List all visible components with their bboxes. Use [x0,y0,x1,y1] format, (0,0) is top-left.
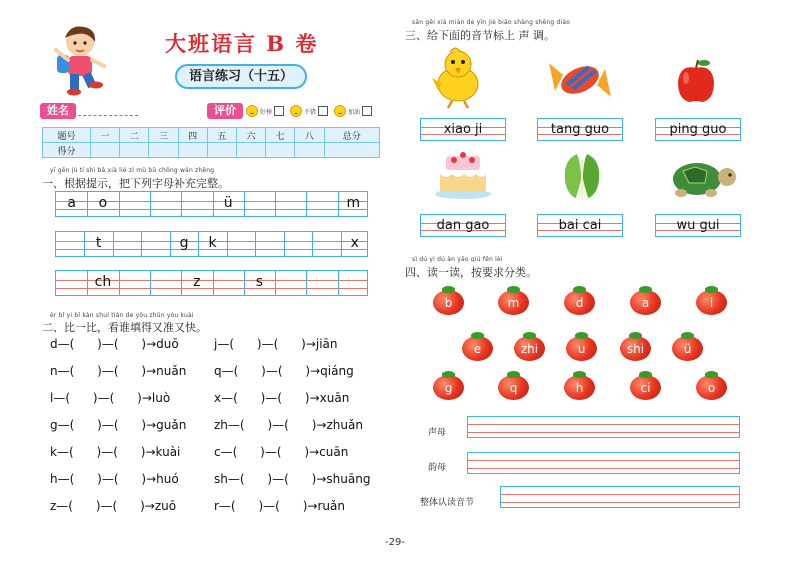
tomato-syllable[interactable] [498,286,529,315]
leaf-icon [573,286,586,293]
eval-option-try: 加油 [334,104,372,118]
classify-writing-grid[interactable] [467,416,740,438]
turtle-icon [665,153,739,199]
tomato-label: q [509,381,518,395]
letter-cell[interactable]: a [67,195,76,211]
tomato-label: i [709,296,714,310]
cake-icon [432,150,494,200]
exercise-item[interactable]: d—( )—( )→duō [50,337,179,351]
exercise-item[interactable]: x—( )—( )→xuān [214,391,350,405]
letter-grid-row [55,231,368,257]
letter-grid-row [55,191,368,217]
leaf-icon [507,371,520,378]
tomato-syllable[interactable] [696,286,727,315]
letter-cell[interactable]: ch [94,274,112,290]
kid-illustration [48,22,110,100]
exercise-item[interactable]: k—( )—( )→kuài [50,445,181,459]
tomato-syllable[interactable] [433,286,464,315]
classify-writing-grid[interactable] [500,486,740,508]
section2-pinyin: èr bǐ yi bǐ kàn shuí tián de yòu zhǔn yòu kuài [50,312,194,319]
letter-cell[interactable]: z [193,274,201,290]
exercise-item[interactable]: q—( )—( )→qiáng [214,364,354,378]
tomato-syllable[interactable] [672,332,703,361]
tomato-label: m [507,296,520,310]
subtitle-banner: 语言练习（十五） [175,64,307,89]
letter-cell[interactable]: s [255,274,264,290]
eval-checkbox[interactable] [318,106,328,116]
name-label: 姓名 [40,103,76,119]
leaf-icon [573,371,586,378]
exercise-item[interactable]: r—( )—( )→ruǎn [214,499,345,513]
score-table [42,127,380,158]
exercise-item[interactable]: j—( )—( )→jiān [214,337,338,351]
exercise-item[interactable]: zh—( )—( )→zhuǎn [214,418,363,432]
name-field-line[interactable] [78,115,138,116]
tomato-label: o [707,381,716,395]
exercise-item[interactable]: c—( )—( )→cuān [214,445,349,459]
leaf-icon [705,371,718,378]
tomato-label: b [444,296,453,310]
score-table-header-row: 题号 一 二 三 四 五 六 七 八 总分 [43,128,380,143]
tomato-syllable[interactable] [566,332,597,361]
eval-option-good: 好棒 [246,104,284,118]
tomato-label: zhi [520,342,539,356]
tomato-syllable[interactable] [630,286,661,315]
tomato-syllable[interactable] [696,371,727,400]
section1-title: 一、根据提示，把下列字母补充完整。 [42,177,229,190]
section2-title: 二、比一比，看谁填得又准又快。 [42,321,207,334]
tomato-syllable[interactable] [498,371,529,400]
smiley-icon [290,105,302,117]
syllable-grid[interactable] [537,118,623,141]
letter-cell[interactable]: g [179,235,189,251]
leaf-icon [442,371,455,378]
page-number: -29- [385,537,405,548]
leaf-icon [629,332,642,339]
tomato-label: shi [626,342,645,356]
tomato-label: e [473,342,482,356]
tomato-syllable[interactable] [564,371,595,400]
tomato-label: ü [683,342,692,356]
exercise-item[interactable]: sh—( )—( )→shuāng [214,472,371,486]
leaf-icon [471,332,484,339]
syllable-grid[interactable] [655,118,741,141]
tomato-label: h [575,381,584,395]
tomato-label: ci [640,381,651,395]
leaf-icon [575,332,588,339]
leaf-icon [705,286,718,293]
leaf-icon [507,286,520,293]
syllable-text: xiao ji [443,122,483,137]
tomato-syllable[interactable] [514,332,545,361]
tomato-syllable[interactable] [620,332,651,361]
syllable-text: bai cai [558,218,602,233]
syllable-grid[interactable] [420,214,506,237]
tomato-label: d [575,296,584,310]
category-label-initials: 声母 [428,428,447,438]
syllable-text: wu gui [676,218,720,233]
syllable-text: dan gao [436,218,490,233]
syllable-grid[interactable] [537,214,623,237]
letter-cell[interactable]: k [208,235,217,251]
letter-cell[interactable]: t [95,235,102,251]
section4-title: 四、读一读，按要求分类。 [405,266,537,279]
page-title: 大班语言 B 卷 [165,31,319,56]
exercise-item[interactable]: h—( )—( )→huó [50,472,179,486]
section3-title: 三、给下面的音节标上 声 调。 [405,29,555,42]
letter-cell[interactable]: m [346,195,361,211]
letter-cell[interactable]: o [98,195,108,211]
leaf-icon [523,332,536,339]
syllable-grid[interactable] [655,214,741,237]
exercise-item[interactable]: z—( )—( )→zuō [50,499,177,513]
cabbage-icon [557,150,607,202]
exercise-item[interactable]: n—( )—( )→nuǎn [50,364,187,378]
syllable-grid[interactable] [420,118,506,141]
letter-cell[interactable]: ü [223,195,233,211]
classify-writing-grid[interactable] [467,452,740,474]
tomato-label: g [444,381,453,395]
tomato-syllable[interactable] [630,371,661,400]
section4-pinyin: sì dú yi dú àn yāo qiú fēn lèi [412,256,503,263]
eval-option-ok: 不错 [290,104,328,118]
exercise-item[interactable]: g—( )—( )→guǎn [50,418,187,432]
leaf-icon [639,286,652,293]
category-label-finals: 韵母 [428,463,447,473]
tomato-label: a [641,296,650,310]
letter-grid-row [55,270,368,296]
tomato-syllable[interactable] [564,286,595,315]
evaluation-label: 评价 [207,103,243,119]
syllable-text: ping guo [669,122,727,137]
tomato-syllable[interactable] [433,371,464,400]
eval-checkbox[interactable] [274,106,284,116]
syllable-text: tang guo [550,122,610,137]
tomato-syllable[interactable] [462,332,493,361]
leaf-icon [442,286,455,293]
category-label-whole-syllables: 整体认读音节 [420,498,475,508]
apple-icon [674,58,718,104]
section3-pinyin: sān gěi xià miàn de yīn jié biāo shàng shēng diào [412,19,571,26]
smiley-icon [334,105,346,117]
eval-checkbox[interactable] [362,106,372,116]
leaf-icon [639,371,652,378]
smiley-icon [246,105,258,117]
score-table-score-row: 得分 [43,143,380,158]
chick-icon [428,44,490,110]
exercise-item[interactable]: l—( )—( )→luò [50,391,171,405]
leaf-icon [681,332,694,339]
tomato-label: u [577,342,586,356]
letter-cell[interactable]: x [350,235,359,251]
section1-pinyin: yī gēn jù tí shì bǎ xià liè zì mǔ bǔ chōng wán zhěng [50,167,215,174]
candy-icon [545,55,615,105]
